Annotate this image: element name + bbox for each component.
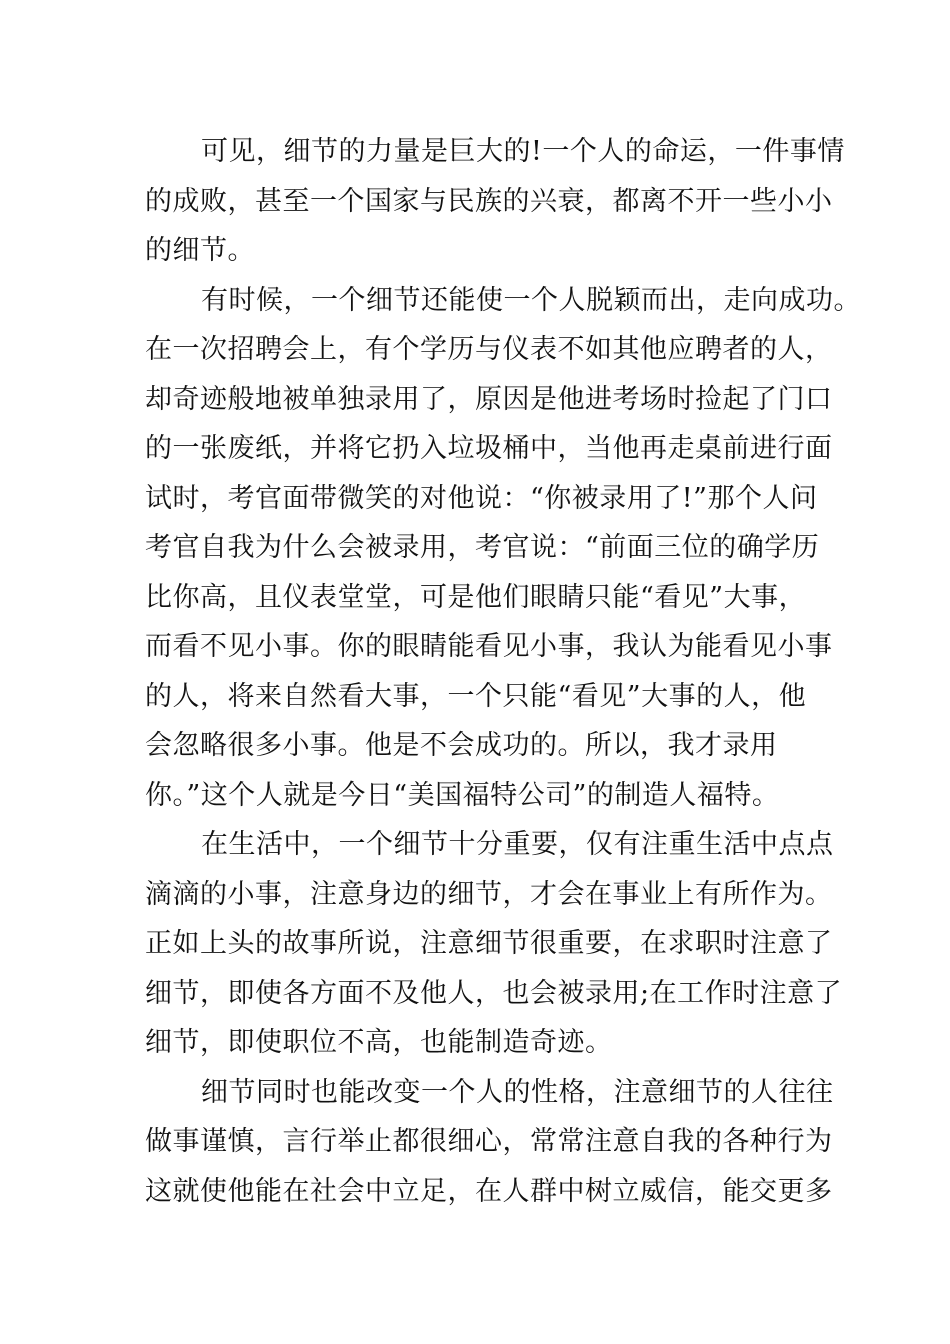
- text-line: 细节，即使职位不高，也能制造奇迹。: [145, 1027, 613, 1058]
- text-line: 的细节。: [145, 235, 255, 266]
- text-line: 有时候，一个细节还能使一个人脱颖而出，走向成功。: [201, 284, 861, 316]
- paragraph-4: [145, 1068, 834, 1217]
- text-line: 细节同时也能改变一个人的性格，注意细节的人往往: [201, 1076, 834, 1108]
- text-line: 细节，即使各方面不及他人，也会被录用;在工作时注意了: [145, 977, 843, 1009]
- text-line: 在一次招聘会上，有个学历与仪表不如其他应聘者的人，: [145, 334, 833, 365]
- text-line: 考官自我为什么会被录用，考官说：“前面三位的确学历: [145, 532, 820, 563]
- paragraph-3: [145, 820, 843, 1068]
- text-line: 这就使他能在社会中立足，在人群中树立威信，能交更多: [145, 1175, 833, 1207]
- paragraph-2: [145, 276, 861, 821]
- text-line: 在生活中，一个细节十分重要，仅有注重生活中点点: [201, 829, 834, 860]
- text-line: 可见，细节的力量是巨大的!一个人的命运，一件事情: [201, 136, 845, 167]
- text-line: 却奇迹般地被单独录用了，原因是他进考场时捡起了门口: [145, 383, 833, 415]
- text-line: 正如上头的故事所说，注意细节很重要，在求职时注意了: [145, 928, 833, 959]
- paragraph-1: [145, 127, 845, 276]
- text-line: 会忽略很多小事。他是不会成功的。所以，我才录用: [145, 730, 778, 761]
- text-line: 试时，考官面带微笑的对他说：“你被录用了!”那个人问: [145, 482, 818, 514]
- text-line: 做事谨慎，言行举止都很细心，常常注意自我的各种行为: [145, 1126, 833, 1157]
- text-line: 你。”这个人就是今日“美国福特公司”的制造人福特。: [145, 779, 780, 811]
- document-body: [145, 127, 861, 1216]
- text-line: 的成败，甚至一个国家与民族的兴衰，都离不开一些小小: [145, 185, 833, 217]
- text-line: 而看不见小事。你的眼睛能看见小事，我认为能看见小事: [145, 631, 833, 662]
- text-line: 的人，将来自然看大事，一个只能“看见”大事的人，他: [145, 680, 807, 712]
- text-line: 比你高，且仪表堂堂，可是他们眼睛只能“看见”大事，: [145, 581, 807, 613]
- text-line: 的一张废纸，并将它扔入垃圾桶中，当他再走桌前进行面: [145, 433, 833, 464]
- text-line: 滴滴的小事，注意身边的细节，才会在事业上有所作为。: [145, 878, 833, 910]
